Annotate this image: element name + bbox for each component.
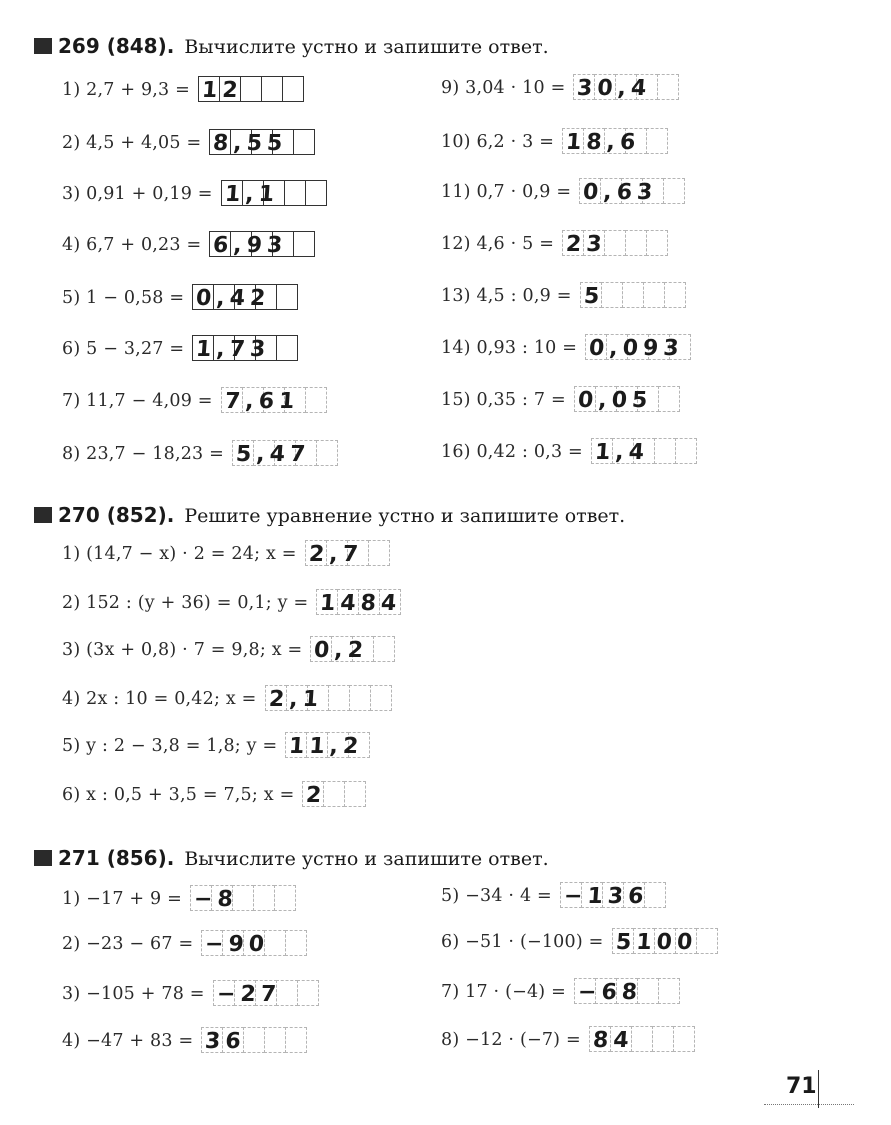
answer-box[interactable] — [192, 334, 270, 364]
answer-value: 12 — [201, 77, 244, 103]
answer-value: 8,55 — [212, 130, 289, 156]
expression: 4) 2x : 10 = 0,42; x = — [62, 689, 257, 709]
task-marker-icon — [34, 850, 52, 866]
exercise-row — [62, 924, 269, 964]
page-number: 71 — [786, 1074, 817, 1099]
expression: 2) −23 − 67 = — [62, 934, 194, 954]
task-number: 269 (848). — [58, 34, 175, 58]
answer-box[interactable] — [562, 229, 607, 259]
page-number-rule — [764, 1104, 854, 1105]
expression: 6) 5 − 3,27 = — [62, 339, 185, 359]
answer-value: 5 — [582, 283, 605, 309]
exercise-row — [441, 172, 658, 212]
expression: 5) −34 · 4 = — [441, 886, 552, 906]
expression: 10) 6,2 · 3 = — [441, 132, 555, 152]
answer-box[interactable] — [585, 333, 684, 363]
exercise-row — [62, 775, 327, 815]
answer-box[interactable] — [192, 283, 270, 313]
exercise-row — [441, 972, 642, 1012]
expression: 8) 23,7 − 18,23 = — [62, 444, 225, 464]
exercise-row — [441, 224, 607, 264]
answer-box[interactable] — [316, 588, 401, 618]
exercise-row — [441, 922, 697, 962]
task-marker-icon — [34, 38, 52, 54]
answer-value: −90 — [204, 931, 271, 957]
answer-value: 0,05 — [576, 387, 653, 413]
answer-value: 36 — [204, 1028, 247, 1054]
task-instruction: Вычислите устно и запишите ответ. — [184, 36, 549, 58]
expression: 2) 4,5 + 4,05 = — [62, 133, 202, 153]
exercise-row — [441, 68, 652, 108]
task-269-header — [34, 34, 549, 58]
answer-box[interactable] — [190, 884, 238, 914]
expression: 6) −51 · (−100) = — [441, 932, 604, 952]
expression: 8) −12 · (−7) = — [441, 1030, 581, 1050]
exercise-row — [62, 534, 363, 574]
expression: 16) 0,42 : 0,3 = — [441, 442, 583, 462]
exercise-row — [441, 328, 684, 368]
answer-box[interactable] — [201, 1026, 246, 1056]
answer-value: 1,73 — [195, 336, 272, 362]
exercise-row — [441, 876, 648, 916]
expression: 2) 152 : (y + 36) = 0,1; y = — [62, 593, 309, 613]
answer-box[interactable] — [209, 230, 287, 260]
expression: 14) 0,93 : 10 = — [441, 338, 578, 358]
answer-box[interactable] — [310, 635, 368, 665]
answer-value: −68 — [577, 979, 643, 1005]
exercise-row — [441, 380, 652, 420]
answer-box[interactable] — [305, 539, 363, 569]
answer-box[interactable] — [201, 929, 269, 959]
answer-value: 6,93 — [212, 232, 289, 258]
answer-value: 2,1 — [267, 686, 324, 712]
answer-box[interactable] — [213, 979, 281, 1009]
expression: 4) −47 + 83 = — [62, 1031, 194, 1051]
exercise-row — [62, 434, 310, 474]
answer-box[interactable] — [285, 731, 363, 761]
exercise-row — [62, 278, 271, 318]
expression: 3) −105 + 78 = — [62, 984, 205, 1004]
answer-value: −27 — [215, 981, 282, 1007]
exercise-row — [62, 679, 323, 719]
answer-value: 18,6 — [565, 129, 642, 155]
exercise-row — [62, 583, 402, 623]
expression: 11) 0,7 · 0,9 = — [441, 182, 572, 202]
answer-value: 7,61 — [223, 388, 300, 414]
page-number-divider — [818, 1070, 819, 1108]
answer-box[interactable] — [265, 684, 323, 714]
exercise-row — [62, 123, 288, 163]
answer-value: 5,47 — [235, 441, 312, 467]
expression: 3) (3x + 0,8) · 7 = 9,8; x = — [62, 640, 303, 660]
expression: 5) y : 2 − 3,8 = 1,8; y = — [62, 736, 278, 756]
answer-box[interactable] — [574, 977, 642, 1007]
task-instruction: Вычислите устно и запишите ответ. — [184, 848, 549, 870]
answer-value: 1484 — [319, 590, 403, 616]
answer-box[interactable] — [221, 386, 299, 416]
task-instruction: Решите уравнение устно и запишите ответ. — [184, 505, 626, 527]
exercise-row — [441, 432, 649, 472]
answer-value: 2,7 — [307, 541, 364, 567]
exercise-row — [62, 879, 238, 919]
answer-box[interactable] — [198, 75, 243, 105]
answer-box[interactable] — [560, 881, 648, 911]
expression: 4) 6,7 + 0,23 = — [62, 235, 202, 255]
expression: 3) 0,91 + 0,19 = — [62, 184, 213, 204]
expression: 6) x : 0,5 + 3,5 = 7,5; x = — [62, 785, 295, 805]
exercise-row — [62, 329, 271, 369]
expression: 12) 4,6 · 5 = — [441, 234, 555, 254]
task-marker-icon — [34, 507, 52, 523]
exercise-row — [62, 174, 279, 214]
answer-value: 0,42 — [195, 285, 272, 311]
task-number: 270 (852). — [58, 503, 175, 527]
answer-value: 1,4 — [594, 439, 650, 465]
answer-box[interactable] — [562, 127, 640, 157]
task-270-header — [34, 503, 625, 527]
exercise-row — [62, 974, 281, 1014]
expression: 1) (14,7 − x) · 2 = 24; x = — [62, 544, 297, 564]
answer-value: 0,2 — [313, 637, 370, 663]
answer-box[interactable] — [580, 281, 604, 311]
exercise-row — [62, 70, 243, 110]
expression: 7) 11,7 − 4,09 = — [62, 391, 213, 411]
answer-value: 30,4 — [576, 75, 653, 101]
exercise-row — [441, 276, 604, 316]
answer-value: 5100 — [614, 929, 698, 955]
expression: 1) −17 + 9 = — [62, 889, 183, 909]
answer-box[interactable] — [612, 927, 697, 957]
exercise-row — [62, 225, 288, 265]
exercise-row — [441, 122, 640, 162]
answer-box[interactable] — [209, 128, 287, 158]
task-number: 271 (856). — [58, 846, 175, 870]
expression: 15) 0,35 : 7 = — [441, 390, 566, 410]
expression: 13) 4,5 : 0,9 = — [441, 286, 572, 306]
answer-value: 2 — [305, 782, 328, 808]
answer-value: 11,2 — [288, 733, 365, 759]
exercise-row — [62, 381, 299, 421]
exercise-row — [62, 1021, 246, 1061]
task-271-header — [34, 846, 549, 870]
exercise-row — [62, 630, 368, 670]
answer-value: 23 — [565, 231, 608, 257]
exercise-row — [441, 1020, 633, 1060]
answer-box[interactable] — [573, 73, 651, 103]
answer-value: 84 — [591, 1027, 635, 1053]
expression: 5) 1 − 0,58 = — [62, 288, 185, 308]
answer-box[interactable] — [589, 1025, 634, 1055]
answer-value: −8 — [193, 886, 239, 912]
answer-value: 0,63 — [582, 179, 659, 205]
answer-box[interactable] — [302, 780, 326, 810]
expression: 7) 17 · (−4) = — [441, 982, 566, 1002]
answer-box[interactable] — [591, 437, 649, 467]
answer-box[interactable] — [221, 179, 279, 209]
answer-value: 1,1 — [223, 181, 280, 207]
answer-box[interactable] — [574, 385, 652, 415]
answer-value: −136 — [563, 883, 650, 909]
answer-value: 0,093 — [588, 335, 685, 361]
answer-box[interactable] — [232, 439, 310, 469]
expression: 9) 3,04 · 10 = — [441, 78, 566, 98]
exercise-row — [62, 726, 364, 766]
expression: 1) 2,7 + 9,3 = — [62, 80, 191, 100]
answer-box[interactable] — [579, 177, 657, 207]
